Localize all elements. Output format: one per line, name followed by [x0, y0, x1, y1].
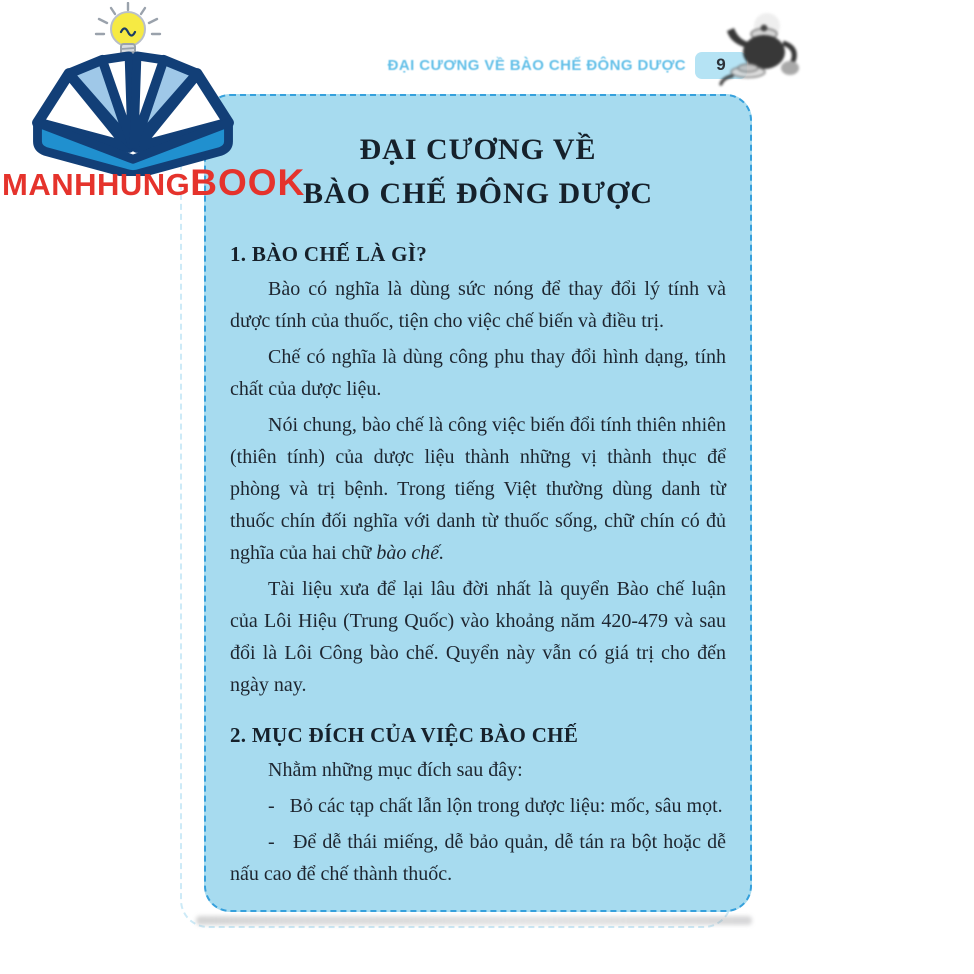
page-number: 9 — [716, 55, 726, 74]
section1-paragraph-4: Tài liệu xưa để lại lâu đời nhất là quyển Bào chế luận của Lôi Hiệu (Trung Quốc) vào khoảng năm 420-479 và sau đổi là Lôi Công bào chế. Quyển này vẫn có giá trị cho đến ngày nay. — [230, 578, 726, 696]
brand-name — [2, 162, 305, 204]
brand-name-primary: MANHHUNG — [2, 167, 191, 202]
section2-heading: 2. MỤC ĐÍCH CỦA VIỆC BÀO CHẾ — [230, 723, 579, 747]
section2-intro: Nhằm những mục đích sau đây: — [268, 759, 523, 781]
section1-paragraph-2: Chế có nghĩa là dùng công phu thay đổi hình dạng, tính chất của dược liệu. — [230, 346, 726, 400]
open-book-icon — [28, 48, 238, 176]
section2-bullet-1: - Bỏ các tạp chất lẫn lộn trong dược liệu: mốc, sâu mọt. — [268, 795, 723, 817]
section1-paragraph-3 — [230, 409, 726, 569]
section1-paragraph-3-main: Nói chung, bào chế là công việc biến đổi tính thiên nhiên (thiên tính) của dược liệu thành những vị thành thục để phòng và trị bệnh. Trong tiếng Việt thường dùng danh từ thuốc chín đối nghĩa với danh từ thuốc sống, chữ chín có đủ nghĩa của hai chữ — [230, 414, 726, 564]
section2-bullet-2: - Để dễ thái miếng, dễ bảo quản, dễ tán ra bột hoặc dễ nấu cao để chế thành thuốc. — [230, 831, 726, 885]
brand-name-secondary: BOOK — [190, 162, 306, 203]
running-header-title: ĐẠI CƯƠNG VỀ BÀO CHẾ ĐÔNG DƯỢC — [387, 56, 686, 74]
photo-blur-strip — [196, 916, 752, 925]
section1-paragraph-1: Bào có nghĩa là dùng sức nóng để thay đổi lý tính và dược tính của thuốc, tiện cho việc chế biến và điều trị. — [230, 278, 726, 332]
bookstore-logo — [0, 0, 306, 214]
chapter-title-line2: BÀO CHẾ ĐÔNG DƯỢC — [302, 177, 654, 210]
running-header — [300, 50, 747, 80]
chapter-title-line1: ĐẠI CƯƠNG VỀ — [359, 133, 597, 166]
section1-paragraph-3-italic-term: bào chế. — [376, 542, 445, 564]
teapot-illustration — [710, 10, 814, 94]
section1-heading: 1. BÀO CHẾ LÀ GÌ? — [230, 242, 428, 266]
chapter-content-panel — [204, 94, 752, 912]
